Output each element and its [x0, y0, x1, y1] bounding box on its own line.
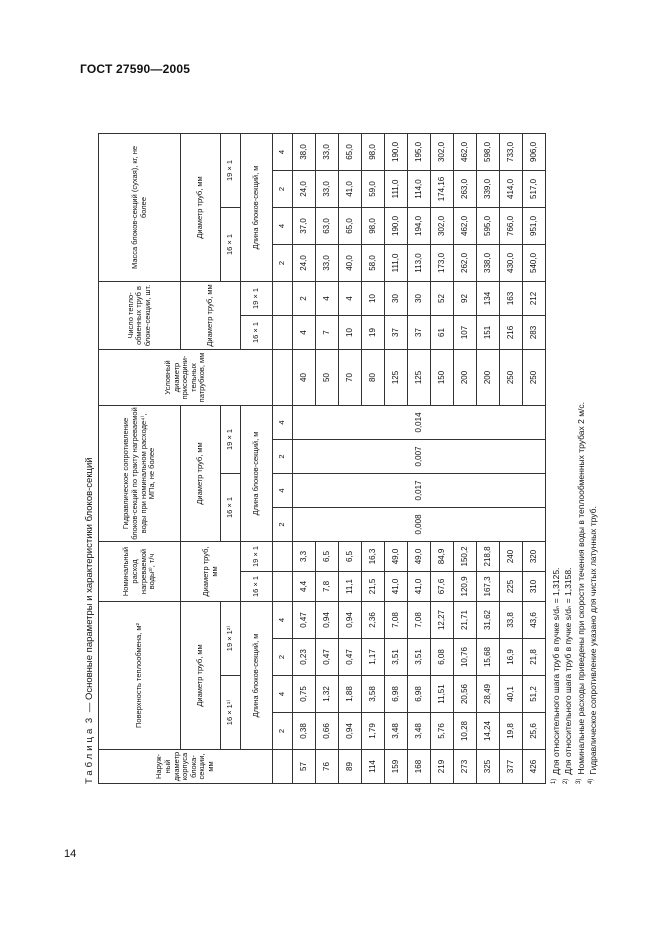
resistance-cell: [431, 405, 454, 439]
table-cell: 462,0: [454, 207, 477, 244]
table-cell: 38,0: [293, 133, 316, 170]
nominal-diameter-cell: 250: [523, 349, 546, 405]
table-cell: 0,38: [293, 713, 316, 750]
resistance-cell: [454, 405, 477, 439]
table-cell: 24,0: [293, 170, 316, 207]
table-cell: 21,5: [362, 571, 385, 601]
resistance-cell: [454, 473, 477, 507]
table-cell: 320: [523, 541, 546, 571]
table-cell: 30: [408, 281, 431, 315]
table-cell: 167,3: [477, 571, 500, 601]
table-cell: 20,56: [454, 676, 477, 713]
table-cell: 21,8: [523, 639, 546, 676]
table-cell: 2,36: [362, 601, 385, 638]
table-cell: 33,0: [316, 170, 339, 207]
nominal-diameter-cell: 125: [385, 349, 408, 405]
footnote: $^{2)}$Для относительного шага труб в пучке s/dₙ = 1,3158.: [563, 567, 574, 784]
header-mass-d19: 19 × 1: [221, 133, 241, 207]
header-resistance: Гидравлическое сопротивление блоков-секций по тракту нагреваемой воды при номинальном расходе⁴⁾, МПа, не более: [99, 405, 181, 541]
resistance-cell: [523, 473, 546, 507]
header-len: 4: [273, 207, 293, 244]
table-cell: 3,48: [385, 713, 408, 750]
header-blank: [273, 349, 293, 405]
resistance-cell: [500, 405, 523, 439]
resistance-cell: [454, 439, 477, 473]
table-cell: 173,0: [431, 244, 454, 281]
header-resistance-tube-diameter: Диаметр труб, мм: [181, 405, 221, 541]
table-cell: 0,94: [339, 713, 362, 750]
table-cell: 0,94: [316, 601, 339, 638]
table-cell: 150,2: [454, 541, 477, 571]
table-caption-number: 3: [84, 714, 95, 724]
table-cell: 98,0: [362, 207, 385, 244]
footnotes: [550, 148, 599, 784]
resistance-cell: [339, 439, 362, 473]
resistance-cell: [385, 405, 408, 439]
table-cell: 14,24: [477, 713, 500, 750]
table-cell: 6,98: [408, 676, 431, 713]
footnote: $^{4)}$Гидравлическое сопротивление указано для чистых латунных труб.: [587, 506, 598, 784]
header-len: 2: [273, 439, 293, 473]
table-cell: 4: [339, 281, 362, 315]
table-cell: 163: [500, 281, 523, 315]
table-cell: 595,0: [477, 207, 500, 244]
table-caption: [84, 457, 96, 784]
table-cell: 59,0: [362, 170, 385, 207]
table-cell: 7,8: [316, 571, 339, 601]
table-cell: 0,47: [293, 601, 316, 638]
table-cell: 3,3: [293, 541, 316, 571]
table-cell: 302,0: [431, 133, 454, 170]
nominal-diameter-cell: 40: [293, 349, 316, 405]
table-body: [293, 133, 546, 783]
table-cell: 21,71: [454, 601, 477, 638]
table-cell: 37: [385, 315, 408, 349]
table-cell: 6,98: [385, 676, 408, 713]
resistance-cell: 0,007: [408, 439, 431, 473]
resistance-cell: [500, 473, 523, 507]
table-cell: 58,0: [362, 244, 385, 281]
header-len: 2: [273, 507, 293, 541]
table-cell: 134: [477, 281, 500, 315]
table-row: [293, 133, 316, 783]
document-header: ГОСТ 27590—2005: [80, 62, 191, 76]
table-cell: 4: [316, 281, 339, 315]
table-cell: 6,5: [339, 541, 362, 571]
table-cell: 98,0: [362, 133, 385, 170]
header-blank: [273, 571, 293, 601]
table-cell: 174,16: [431, 170, 454, 207]
table-cell: 6,5: [316, 541, 339, 571]
rotated-table-block: [84, 141, 598, 784]
table-cell: 338,0: [477, 244, 500, 281]
resistance-cell: [293, 473, 316, 507]
resistance-cell: [293, 507, 316, 541]
resistance-cell: [431, 473, 454, 507]
table-cell: 111,0: [385, 170, 408, 207]
table-cell: 273: [454, 750, 477, 784]
table-row: [339, 133, 362, 783]
header-flow: Номинальный расход нагреваемой воды³⁾, т/ч: [99, 541, 181, 601]
resistance-cell: [385, 507, 408, 541]
table-cell: 3,51: [408, 639, 431, 676]
table-row: [477, 133, 500, 783]
table-row: [431, 133, 454, 783]
resistance-cell: [477, 439, 500, 473]
header-len: 2: [273, 639, 293, 676]
table-cell: 89: [339, 750, 362, 784]
resistance-cell: [523, 439, 546, 473]
table-cell: 0,47: [316, 639, 339, 676]
table-cell: 0,23: [293, 639, 316, 676]
table-cell: 49,0: [385, 541, 408, 571]
header-len: 4: [273, 473, 293, 507]
nominal-diameter-cell: 125: [408, 349, 431, 405]
table-cell: 0,47: [339, 639, 362, 676]
table-cell: 3,58: [362, 676, 385, 713]
table-cell: 30: [385, 281, 408, 315]
table-cell: 16,3: [362, 541, 385, 571]
table-cell: 41,0: [385, 571, 408, 601]
resistance-cell: 0,014: [408, 405, 431, 439]
table-cell: 11,51: [431, 676, 454, 713]
table-cell: 84,9: [431, 541, 454, 571]
resistance-cell: [454, 507, 477, 541]
table-cell: 0,66: [316, 713, 339, 750]
header-count-d16: 16 × 1: [241, 315, 273, 349]
table-cell: 1,88: [339, 676, 362, 713]
header-len: 4: [273, 405, 293, 439]
resistance-cell: [293, 405, 316, 439]
header-outer-diameter: Наруж-ный диаметр корпуса блока-секции, мм: [99, 750, 273, 784]
table-cell: 430,0: [500, 244, 523, 281]
table-cell: 2: [293, 281, 316, 315]
header-tube-count: Число тепло-обменных труб в блоке-секции, шт.: [99, 281, 181, 349]
table-cell: 906,0: [523, 133, 546, 170]
table-cell: 120,9: [454, 571, 477, 601]
table-cell: 41,0: [408, 571, 431, 601]
table-cell: 111,0: [385, 244, 408, 281]
table-cell: 67,6: [431, 571, 454, 601]
resistance-cell: 0,017: [408, 473, 431, 507]
table-cell: 3,51: [385, 639, 408, 676]
table-cell: 1,32: [316, 676, 339, 713]
resistance-cell: [385, 473, 408, 507]
table-cell: 3,48: [408, 713, 431, 750]
table-cell: 65,0: [339, 207, 362, 244]
table-cell: 41,0: [339, 170, 362, 207]
parameters-table: [98, 133, 546, 784]
table-row: [454, 133, 477, 783]
table-cell: 114,0: [408, 170, 431, 207]
resistance-cell: [477, 473, 500, 507]
resistance-cell: [385, 439, 408, 473]
table-cell: 194,0: [408, 207, 431, 244]
table-cell: 25,6: [523, 713, 546, 750]
table-row: [385, 133, 408, 783]
header-surface-length: Длина блоков-секций, м: [241, 601, 273, 749]
header-blank: [273, 541, 293, 571]
resistance-cell: [316, 507, 339, 541]
table-cell: 114: [362, 750, 385, 784]
table-cell: 190,0: [385, 207, 408, 244]
table-row: [362, 133, 385, 783]
table-cell: 10: [339, 315, 362, 349]
header-blank: [273, 281, 293, 315]
table-cell: 0,75: [293, 676, 316, 713]
table-cell: 4,4: [293, 571, 316, 601]
table-cell: 7,08: [385, 601, 408, 638]
table-cell: 24,0: [293, 244, 316, 281]
resistance-cell: [339, 405, 362, 439]
header-len: 2: [273, 170, 293, 207]
table-cell: 61: [431, 315, 454, 349]
header-mass-length: Длина блоков-секций, м: [241, 133, 273, 281]
table-cell: 37: [408, 315, 431, 349]
table-cell: 766,0: [500, 207, 523, 244]
header-surface-tube-diameter: Диаметр труб, мм: [181, 601, 221, 749]
header-blank: [273, 750, 293, 784]
table-cell: 19,8: [500, 713, 523, 750]
header-len: 4: [273, 133, 293, 170]
table-caption-text: — Основные параметры и характеристики блоков-секций: [84, 457, 95, 713]
header-len: 2: [273, 244, 293, 281]
resistance-cell: [362, 439, 385, 473]
table-cell: 16,9: [500, 639, 523, 676]
table-cell: 43,6: [523, 601, 546, 638]
resistance-cell: [523, 507, 546, 541]
table-cell: 733,0: [500, 133, 523, 170]
header-surface-d19: 19 × 1²⁾: [221, 601, 241, 675]
table-cell: 283: [523, 315, 546, 349]
table-row: [316, 133, 339, 783]
table-cell: 195,0: [408, 133, 431, 170]
table-cell: 1,17: [362, 639, 385, 676]
table-row: [500, 133, 523, 783]
resistance-cell: [316, 405, 339, 439]
table-cell: 10,76: [454, 639, 477, 676]
table-cell: 263,0: [454, 170, 477, 207]
table-cell: 10,28: [454, 713, 477, 750]
table-cell: 540,0: [523, 244, 546, 281]
table-cell: 212: [523, 281, 546, 315]
table-cell: 31,62: [477, 601, 500, 638]
table-cell: 5,76: [431, 713, 454, 750]
table-cell: 517,0: [523, 170, 546, 207]
header-surface: Поверхность теплообмена, м²: [99, 601, 181, 749]
table-cell: 49,0: [408, 541, 431, 571]
header-mass: Масса блоков-секций (сухая), кг, не более: [99, 133, 181, 281]
resistance-cell: [431, 439, 454, 473]
table-cell: 7: [316, 315, 339, 349]
resistance-cell: [293, 439, 316, 473]
table-cell: 63,0: [316, 207, 339, 244]
table-cell: 92: [454, 281, 477, 315]
table-cell: 168: [408, 750, 431, 784]
table-cell: 4: [293, 315, 316, 349]
resistance-cell: [477, 405, 500, 439]
resistance-cell: [523, 405, 546, 439]
table-cell: 262,0: [454, 244, 477, 281]
header-count-d19: 19 × 1: [241, 281, 273, 315]
table-cell: 52: [431, 281, 454, 315]
table-cell: 33,0: [316, 133, 339, 170]
nominal-diameter-cell: 50: [316, 349, 339, 405]
header-resistance-d16: 16 × 1: [221, 473, 241, 541]
header-len: 2: [273, 713, 293, 750]
header-resistance-length: Длина блоков-секций, м: [241, 405, 273, 541]
table-cell: 218,8: [477, 541, 500, 571]
table-cell: 65,0: [339, 133, 362, 170]
table-cell: 159: [385, 750, 408, 784]
table-cell: 0,94: [339, 601, 362, 638]
table-cell: 377: [500, 750, 523, 784]
table-cell: 151: [477, 315, 500, 349]
table-cell: 15,68: [477, 639, 500, 676]
table-cell: 216: [500, 315, 523, 349]
table-cell: 11,1: [339, 571, 362, 601]
table-cell: 40,1: [500, 676, 523, 713]
header-nominal-diameter: Условный диаметр присоедини-тельных патрубков, мм: [99, 349, 273, 405]
footnote: $^{3)}$Номинальные расходы приведены при скорости течения воды в теплообменных трубах 2 м/с.: [575, 401, 586, 784]
table-cell: 219: [431, 750, 454, 784]
table-cell: 310: [523, 571, 546, 601]
nominal-diameter-cell: 200: [454, 349, 477, 405]
nominal-diameter-cell: 150: [431, 349, 454, 405]
table-cell: 51,2: [523, 676, 546, 713]
header-len: 4: [273, 676, 293, 713]
resistance-cell: 0,008: [408, 507, 431, 541]
table-cell: 339,0: [477, 170, 500, 207]
table-cell: 19: [362, 315, 385, 349]
table-row: [408, 133, 431, 783]
header-count-tube-diameter: Диаметр труб, мм: [181, 281, 241, 349]
table-cell: 107: [454, 315, 477, 349]
table-cell: 40,0: [339, 244, 362, 281]
resistance-cell: [362, 507, 385, 541]
header-mass-tube-diameter: Диаметр труб, мм: [181, 133, 221, 281]
table-cell: 598,0: [477, 133, 500, 170]
header-blank: [273, 315, 293, 349]
header-flow-d16: 16 × 1: [241, 571, 273, 601]
table-row: [523, 133, 546, 783]
table-cell: 57: [293, 750, 316, 784]
table-cell: 302,0: [431, 207, 454, 244]
table-cell: 1,79: [362, 713, 385, 750]
resistance-cell: [316, 473, 339, 507]
table-cell: 6,08: [431, 639, 454, 676]
header-flow-d19: 19 × 1: [241, 541, 273, 571]
resistance-cell: [477, 507, 500, 541]
page-number: 14: [64, 848, 77, 860]
resistance-cell: [431, 507, 454, 541]
table-cell: 426: [523, 750, 546, 784]
table-cell: 33,8: [500, 601, 523, 638]
nominal-diameter-cell: 250: [500, 349, 523, 405]
table-cell: 33,0: [316, 244, 339, 281]
table-cell: 462,0: [454, 133, 477, 170]
resistance-cell: [362, 473, 385, 507]
table-cell: 12,27: [431, 601, 454, 638]
nominal-diameter-cell: 70: [339, 349, 362, 405]
header-mass-d16: 16 × 1: [221, 207, 241, 281]
header-resistance-d19: 19 × 1: [221, 405, 241, 473]
table-cell: 113,0: [408, 244, 431, 281]
footnote: $^{1)}$Для относительного шага труб в пучке s/dₙ = 1,3125.: [550, 567, 561, 784]
table-cell: 951,0: [523, 207, 546, 244]
table-cell: 28,49: [477, 676, 500, 713]
table-cell: 225: [500, 571, 523, 601]
header-surface-d16: 16 × 1¹⁾: [221, 676, 241, 750]
table-cell: 7,08: [408, 601, 431, 638]
table-cell: 190,0: [385, 133, 408, 170]
resistance-cell: [339, 507, 362, 541]
resistance-cell: [500, 507, 523, 541]
table-cell: 37,0: [293, 207, 316, 244]
header-len: 4: [273, 601, 293, 638]
table-cell: 76: [316, 750, 339, 784]
resistance-cell: [362, 405, 385, 439]
resistance-cell: [339, 473, 362, 507]
resistance-cell: [316, 439, 339, 473]
nominal-diameter-cell: 80: [362, 349, 385, 405]
resistance-cell: [500, 439, 523, 473]
nominal-diameter-cell: 200: [477, 349, 500, 405]
table-cell: 10: [362, 281, 385, 315]
table-cell: 325: [477, 750, 500, 784]
table-cell: 414,0: [500, 170, 523, 207]
table-cell: 240: [500, 541, 523, 571]
table-caption-label: Таблица: [84, 725, 95, 784]
header-flow-tube-diameter: Диаметр труб, мм: [181, 541, 241, 601]
